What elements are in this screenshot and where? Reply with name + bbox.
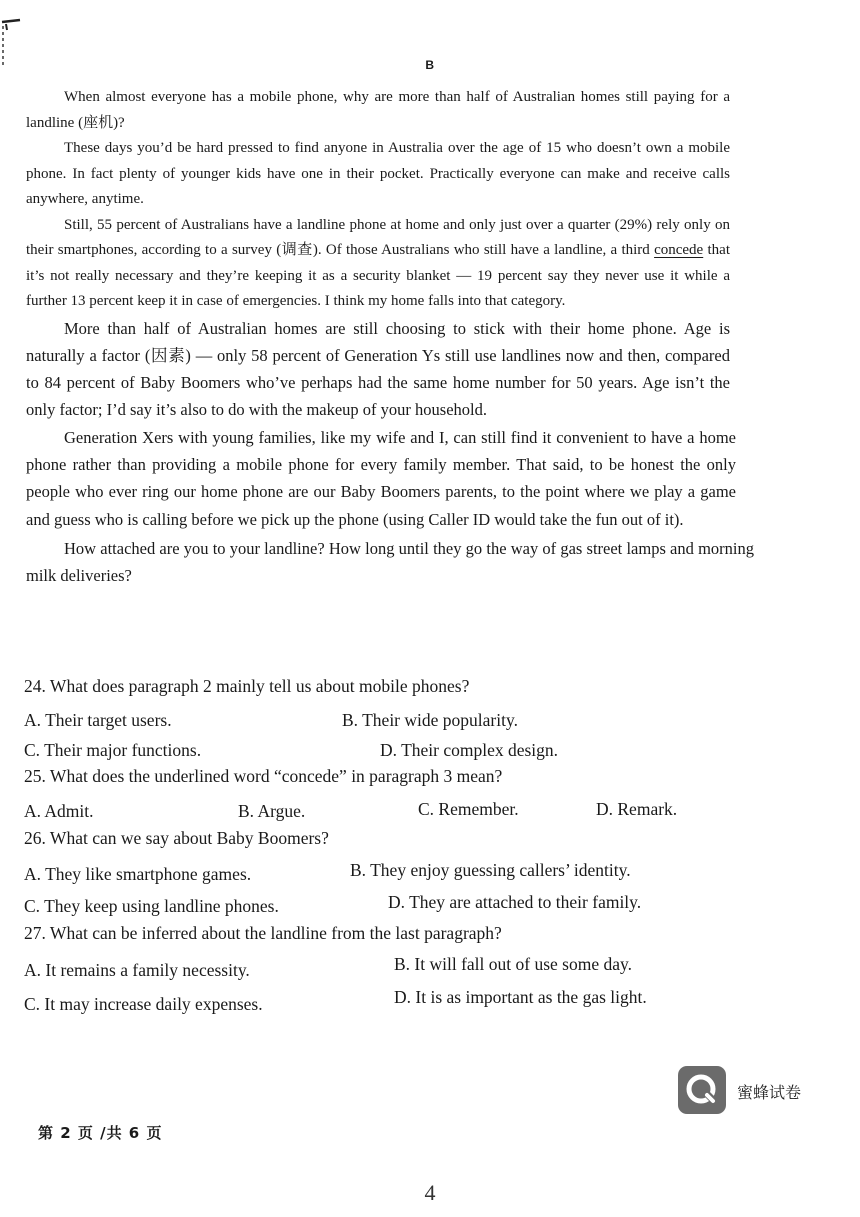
question-27-option-b[interactable]: B. It will fall out of use some day.	[394, 954, 632, 974]
question-27-option-a[interactable]: A. It remains a family necessity.	[24, 960, 250, 980]
paragraph-5: Generation Xers with young families, like my wife and I, can still find it convenient to have a home phone rather than providing a mobile phone for every family member. That said, to be honest the only people who ever ring our home phone are our Baby Boomers parents, to the point where we play a game and guess who is calling before we pick up the phone (using Caller ID would take the fun out of it).	[26, 427, 736, 529]
question-24-option-c[interactable]: C. Their major functions.	[24, 740, 202, 760]
brand-name: 蜜蜂试卷	[737, 1083, 802, 1102]
question-25-option-a[interactable]: A. Admit.	[24, 801, 94, 821]
question-24-option-b[interactable]: B. Their wide popularity.	[342, 710, 518, 730]
question-25-option-d[interactable]: D. Remark.	[596, 799, 678, 819]
question-27-option-d[interactable]: D. It is as important as the gas light.	[394, 987, 647, 1007]
question-26-option-b[interactable]: B. They enjoy guessing callers’ identity.	[350, 860, 631, 880]
paragraph-3-text-before: Still, 55 percent of Australians have a landline phone at home and only just over a quarter (29%) rely only on their smartphones, according to a survey (调查). Of those Australians who still have a landline, a third	[26, 216, 730, 258]
question-25-option-c[interactable]: C. Remember.	[418, 799, 519, 819]
reading-passage	[26, 84, 754, 589]
section-label: B	[425, 58, 435, 72]
question-27-stem: 27. What can be inferred about the landline from the last paragraph?	[24, 923, 502, 943]
question-25-stem: 25. What does the underlined word “concede” in paragraph 3 mean?	[24, 766, 503, 786]
underlined-word: concede	[654, 242, 704, 258]
page-indicator: 第 2 页 /共 6 页	[38, 1124, 163, 1142]
paragraph-4: More than half of Australian homes are still choosing to stick with their home phone. Age is naturally a factor (因素) — only 58 percent of Generation Ys still use landlines now and then, compared to 84 percent of Baby Boomers who’ve perhaps had the same home number for 50 years. Age isn’t the only factor; I’d say it’s also to do with the makeup of your household.	[26, 318, 730, 420]
question-25-option-b[interactable]: B. Argue.	[238, 801, 306, 821]
paragraph-3	[26, 213, 730, 315]
question-24-stem: 24. What does paragraph 2 mainly tell us about mobile phones?	[24, 676, 470, 696]
question-24-option-a[interactable]: A. Their target users.	[24, 710, 172, 730]
paragraph-6: How attached are you to your landline? How long until they go the way of gas street lamps and morning milk deliveries?	[26, 538, 754, 586]
question-26-stem: 26. What can we say about Baby Boomers?	[24, 828, 329, 848]
question-24-option-d[interactable]: D. Their complex design.	[380, 740, 559, 760]
question-26-option-c[interactable]: C. They keep using landline phones.	[24, 896, 279, 916]
paragraph-3-text-after: that it’s not really necessary and they’re keeping it as a security blanket — 19 percent say they never use it while a further 13 percent keep it in case of emergencies. I think my home falls into that category.	[26, 242, 730, 309]
question-27-option-c[interactable]: C. It may increase daily expenses.	[24, 994, 263, 1014]
question-26-option-d[interactable]: D. They are attached to their family.	[388, 892, 642, 912]
bee-paper-logo-icon	[678, 1066, 726, 1114]
paragraph-1: When almost everyone has a mobile phone, why are more than half of Australian homes still paying for a landline (座机)?	[26, 89, 730, 131]
brand-watermark	[678, 1066, 828, 1118]
question-26-option-a[interactable]: A. They like smartphone games.	[24, 864, 252, 884]
page-number: 4	[424, 1180, 436, 1205]
paragraph-2: These days you’d be hard pressed to find anyone in Australia over the age of 15 who doesn’t own a mobile phone. In fact plenty of younger kids have one in their pocket. Practically everyone can make and receive calls anywhere, anytime.	[26, 140, 730, 207]
